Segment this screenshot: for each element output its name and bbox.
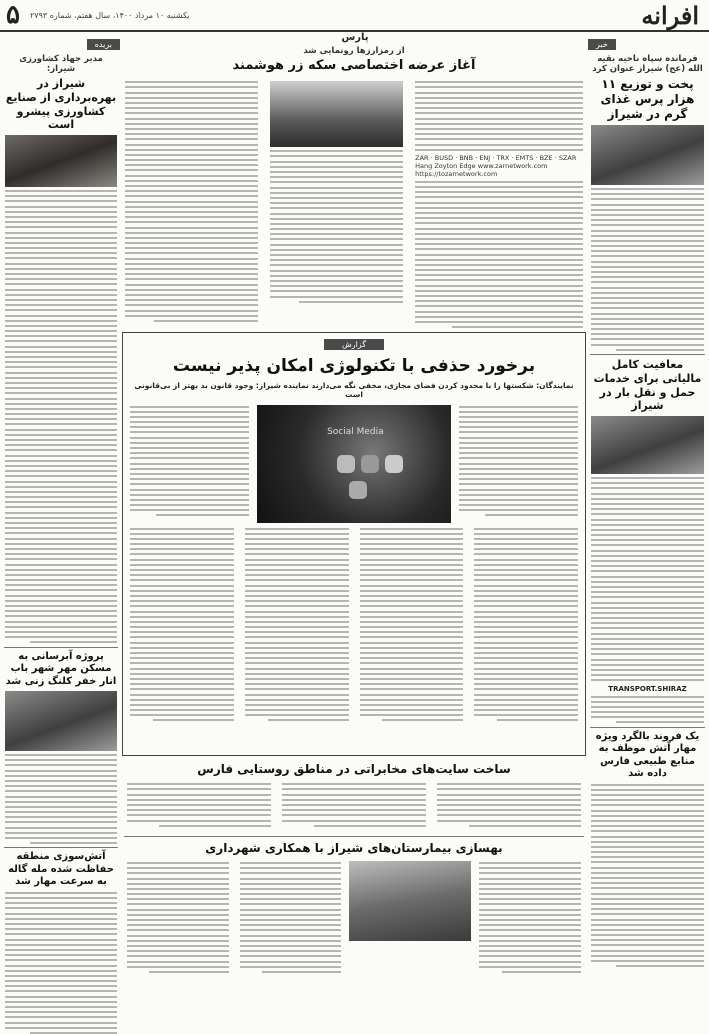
right-body-2 [591, 477, 704, 681]
left-photo-1 [5, 135, 117, 187]
term-hang: Hang Zoyton Edge [415, 161, 476, 170]
report-upper [127, 403, 581, 525]
bottom1-col-1 [437, 783, 581, 830]
left-column [2, 32, 120, 1009]
bottom-story-2 [124, 859, 584, 979]
term-szar: SZAR [558, 153, 577, 162]
report-upper-right [456, 403, 581, 525]
top-story-body [122, 78, 586, 328]
report-lower-col-4 [130, 528, 234, 725]
top-story-lines-left [125, 81, 258, 322]
bottom2-col-1 [479, 862, 581, 976]
report-lower-col-2 [360, 528, 464, 725]
top-story-text-left [122, 78, 261, 328]
photo-caption-text: Social Media [327, 426, 384, 437]
report-subheading: نمایندگان: شکستها را با محدود کردن فضای مجازی، مخفی نگه می‌دارند نماینده شیراز: وجود قانون بد بهتر از بی‌قانونی است [134, 380, 574, 399]
left-kicker: مدیر جهاد کشاورزی شیراز: [19, 54, 103, 74]
term-busd: BUSD [434, 153, 454, 162]
right-body-1 [591, 188, 704, 351]
top-kicker: از رمزارزها رونمایی شد [303, 46, 405, 56]
top-story-lines-right-b [415, 181, 583, 328]
report-lines-1 [459, 406, 578, 517]
bottom-headline-1: ساخت سایت‌های مخابراتی در مناطق روستایی فارس [197, 762, 511, 777]
hospital-meeting-photo [349, 861, 471, 941]
right-headline-3: یک فروند بالگرد ویژه مهار آتش موظف به منابع طبیعی فارس داده شد [595, 730, 700, 780]
left-headline: شیراز در بهره‌برداری از صنایع کشاورزی پیشرو است [5, 77, 117, 132]
term-bze: BZE [539, 153, 553, 162]
bottom2-col-3 [240, 862, 342, 976]
right-headline: پخت و توزیع ۱۱ هزار پرس غذای گرم در شیراز [600, 77, 695, 121]
right-photo-1 [591, 125, 704, 185]
section-label-left: بریده [87, 39, 120, 50]
top-story-website-2: https://tozarnetwork.com [415, 169, 498, 178]
report-photo-col [257, 403, 451, 525]
left-body-1 [5, 190, 117, 643]
term-emts: EMTS [515, 153, 534, 162]
app-icon-c [385, 455, 403, 473]
top-story-photo [270, 81, 403, 147]
main-area [122, 32, 586, 979]
term-trx: TRX [496, 153, 510, 162]
report-upper-left [127, 403, 252, 525]
date-line: یکشنبه ۱۰ مرداد ۱۴۰۰، سال هفتم، شماره ۲۷۹۳ [29, 10, 190, 20]
section-title-center: پارس [341, 32, 369, 43]
top-headline: آغاز عرضه اختصاصی سکه زر هوشمند [232, 58, 476, 73]
bottom1-col-3 [127, 783, 271, 830]
app-icon-d [349, 481, 367, 499]
left-headline-2: پروژه آبرسانی به مسکن مهر شهر باب انار خفر کلنگ زنی شد [5, 650, 117, 687]
report-label: گزارش [324, 339, 384, 350]
report-lines-2 [130, 406, 249, 517]
report-lower [127, 525, 581, 728]
top-story-photo-col [267, 78, 406, 328]
top-story-website: www.zarnetwork.com [477, 161, 548, 170]
right-body-2b [591, 696, 704, 724]
bottom-headline-2: بهسازی بیمارستان‌های شیراز با همکاری شهرداری [205, 840, 503, 855]
right-headline-2: معافیت کامل مالیاتی برای خدمات حمل و نقل بار در شیراز [593, 358, 702, 413]
top-story-lines-mid [270, 150, 403, 302]
top-story-text-right [412, 78, 586, 328]
right-kicker: فرمانده سپاه ناحیه بقیه الله (عج) شیراز عنوان کرد [592, 54, 703, 74]
term-enj: ENJ [479, 153, 491, 162]
top-story-terms: ZAR · BUSD · BNB · ENJ · TRX · EMTS · BZE · SZAR Hang Zoyton Edge www.zarnetwork.com https://tozarnetwork.com [415, 153, 577, 178]
app-icon-a [337, 455, 355, 473]
term-zar: ZAR [415, 153, 429, 162]
section-label-right: خبر [588, 39, 616, 50]
right-photo-2 [591, 416, 704, 474]
term-bnb: BNB [459, 153, 474, 162]
report-box [122, 332, 586, 756]
right-column [588, 32, 707, 1009]
right-body-3 [591, 784, 704, 968]
social-media-photo [257, 405, 451, 523]
right-inline-term: TRANSPORT.SHIRAZ [608, 684, 687, 693]
left-photo-2 [5, 691, 117, 751]
report-headline: برخورد حذفی با تکنولوژی امکان پذیر نیست [172, 356, 536, 377]
left-body-3 [5, 892, 117, 1034]
left-body-2 [5, 754, 117, 844]
bottom-story-1 [124, 780, 584, 833]
bottom2-col-4 [127, 862, 229, 976]
bottom2-photo-col [349, 859, 471, 979]
left-headline-3: آتش‌سوزی منطقه حفاظت شده مله گاله به سرعت مهار شد [8, 851, 114, 888]
page-number: ۵ [6, 0, 20, 30]
top-story-lines-right [415, 81, 583, 150]
app-icon-b [361, 455, 379, 473]
report-lower-col-3 [245, 528, 349, 725]
bottom1-col-2 [282, 783, 426, 830]
paper-logo: افرانه [641, 0, 699, 30]
masthead [0, 0, 709, 32]
report-lower-col-1 [474, 528, 578, 725]
